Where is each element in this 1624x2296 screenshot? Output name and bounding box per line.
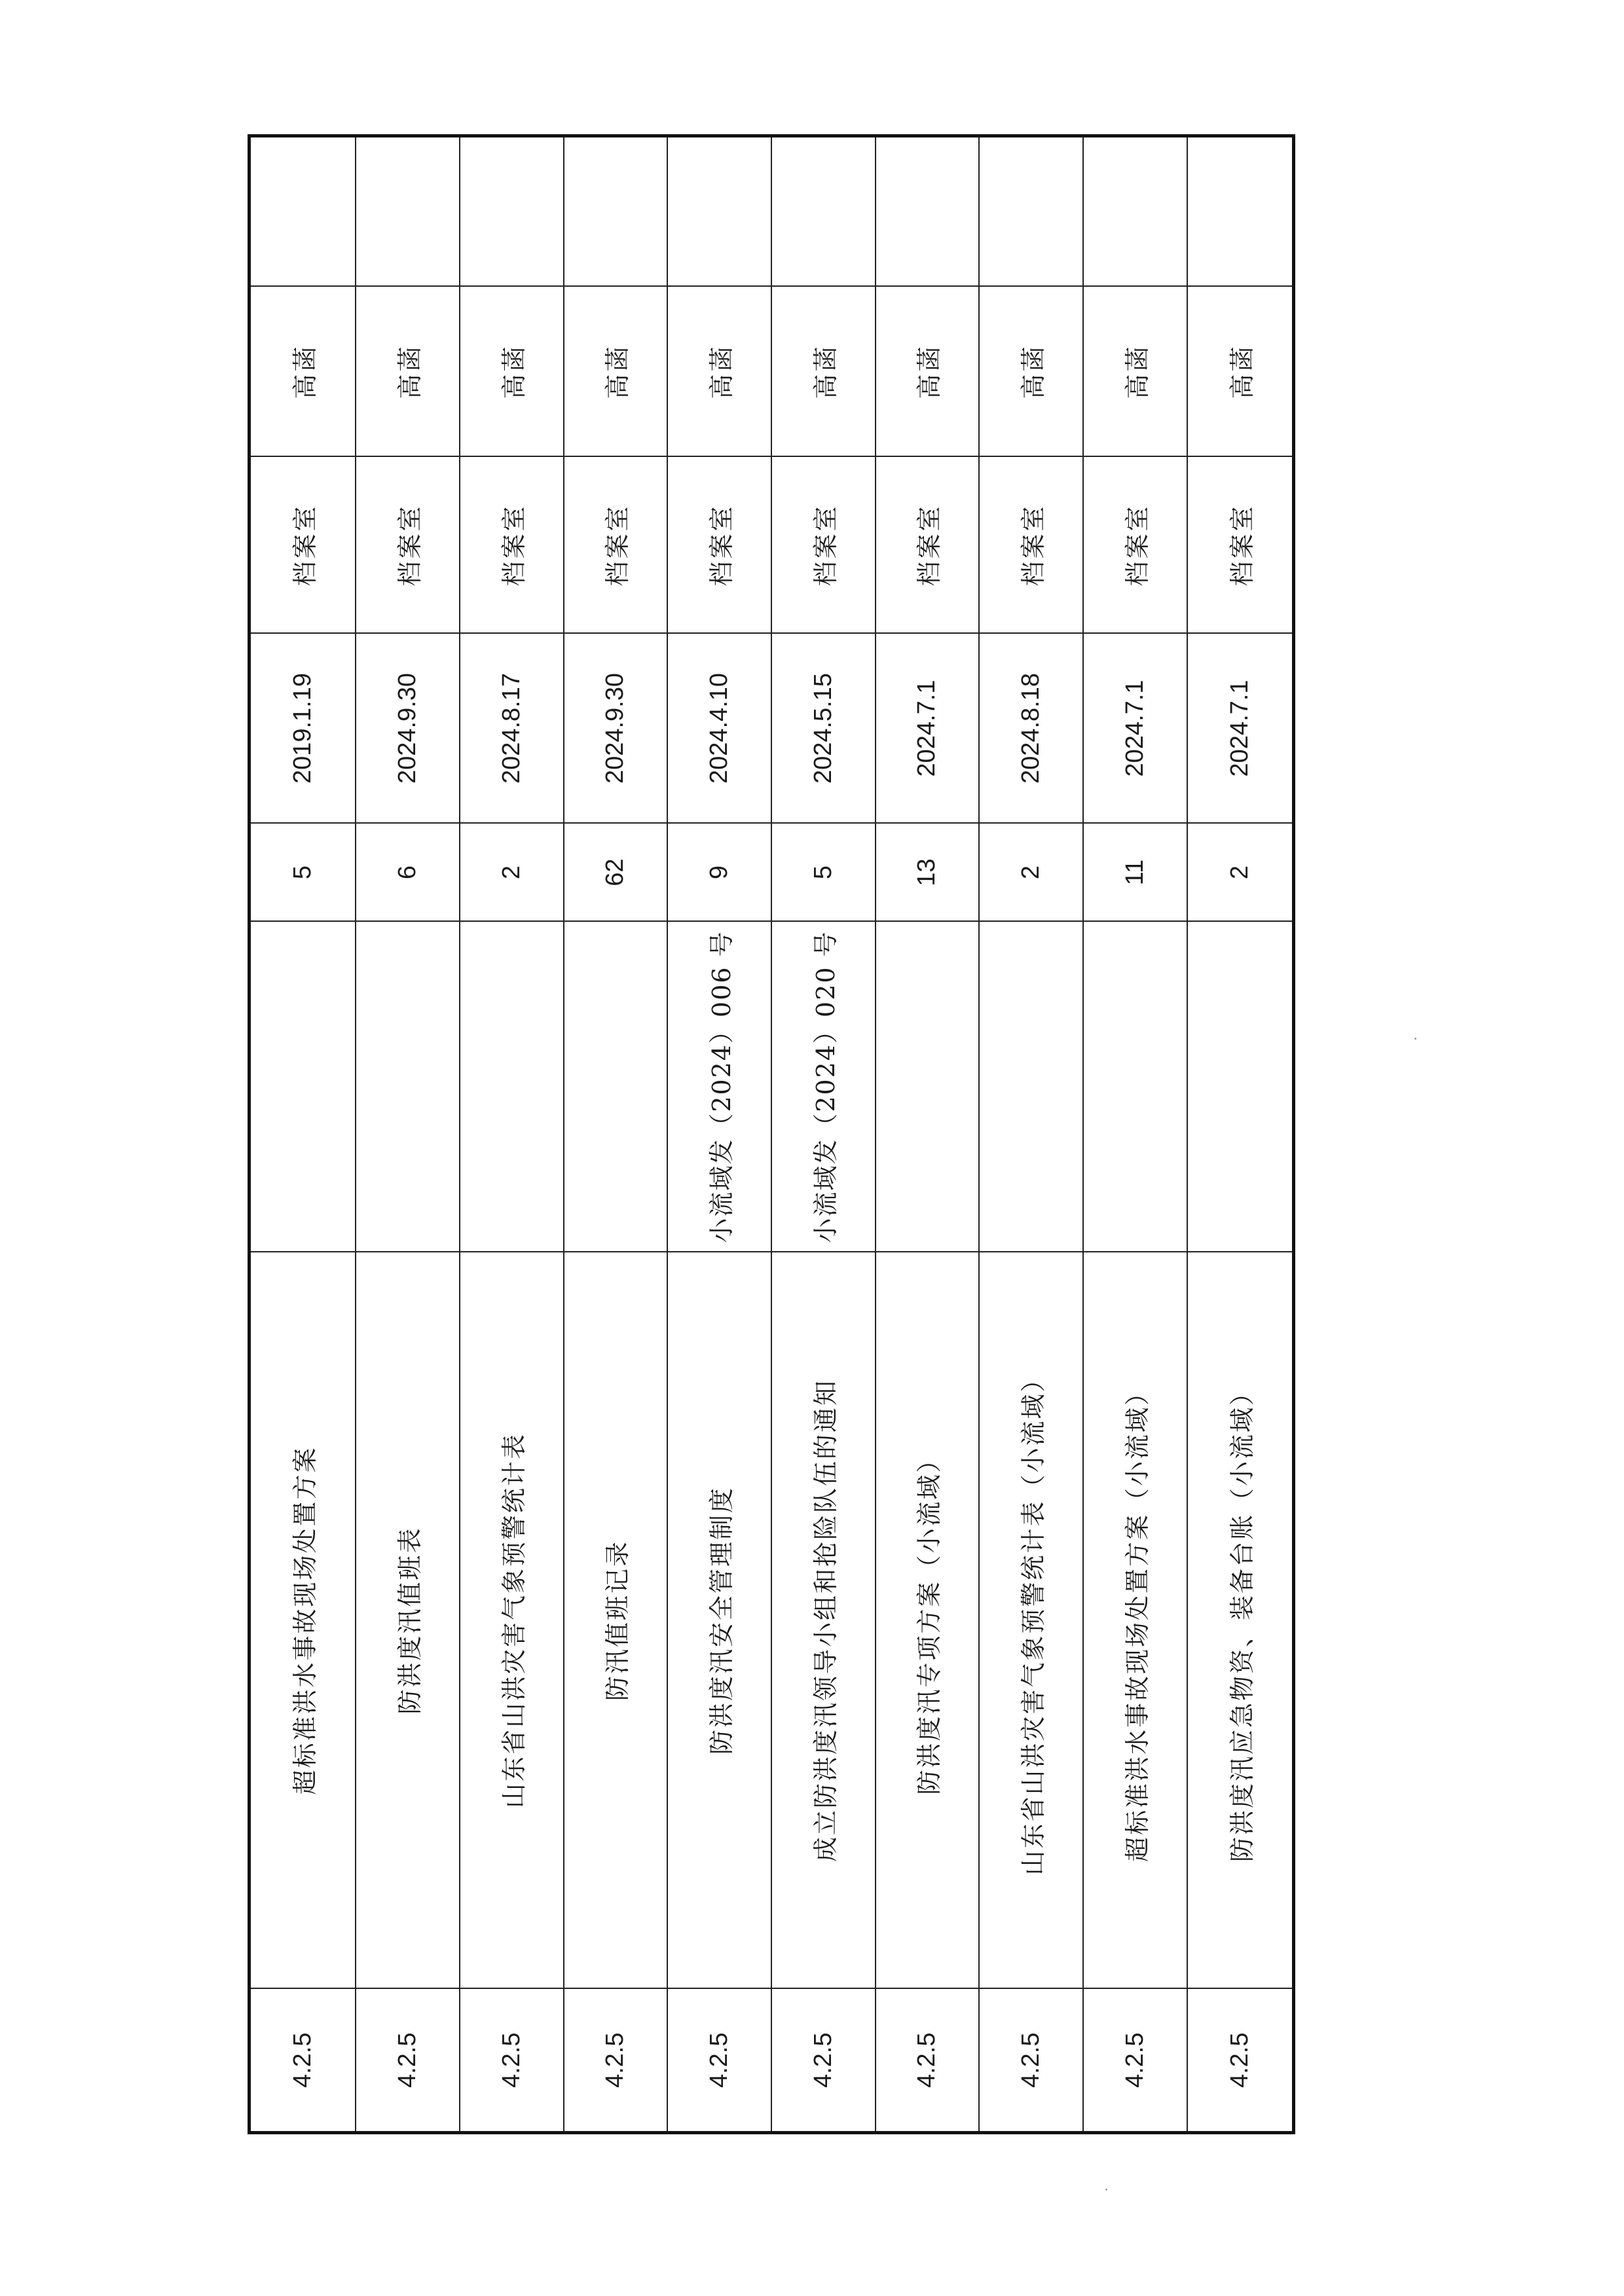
- cell-document-title: 超标准洪水事故现场处置方案（小流域）: [1083, 1252, 1187, 1989]
- cell-remarks: [979, 136, 1083, 287]
- cell-date: 2019.1.19: [249, 634, 356, 824]
- cell-document-number: 小流域发（2024）006 号: [667, 922, 771, 1252]
- table-row: [667, 136, 771, 2133]
- cell-storage-location: 档案室: [667, 457, 771, 634]
- cell-custodian: 高菡: [667, 287, 771, 457]
- cell-custodian: 高菡: [1187, 287, 1294, 457]
- cell-storage-location: 档案室: [771, 457, 876, 634]
- cell-custodian: 高菡: [356, 287, 460, 457]
- cell-custodian: 高菡: [1083, 287, 1187, 457]
- cell-clause-code: 4.2.5: [979, 1989, 1083, 2133]
- cell-custodian: 高菡: [249, 287, 356, 457]
- table-row: [876, 136, 980, 2133]
- cell-remarks: [356, 136, 460, 287]
- cell-date: 2024.7.1: [876, 634, 980, 824]
- cell-document-number: [979, 922, 1083, 1252]
- cell-clause-code: 4.2.5: [249, 1989, 356, 2133]
- cell-document-number: 小流域发（2024）020 号: [771, 922, 876, 1252]
- cell-document-title: 山东省山洪灾害气象预警统计表: [460, 1252, 564, 1989]
- cell-document-title: 防汛值班记录: [564, 1252, 668, 1989]
- cell-page-count: 2: [460, 824, 564, 922]
- cell-document-number: [249, 922, 356, 1252]
- cell-page-count: 62: [564, 824, 668, 922]
- cell-document-title: 成立防洪度汛领导小组和抢险队伍的通知: [771, 1252, 876, 1989]
- cell-page-count: 5: [771, 824, 876, 922]
- cell-page-count: 5: [249, 824, 356, 922]
- scan-speck: [1414, 1038, 1416, 1040]
- cell-clause-code: 4.2.5: [1187, 1989, 1294, 2133]
- cell-page-count: 2: [1187, 824, 1294, 922]
- cell-storage-location: 档案室: [979, 457, 1083, 634]
- cell-page-count: 11: [1083, 824, 1187, 922]
- cell-date: 2024.5.15: [771, 634, 876, 824]
- cell-custodian: 高菡: [771, 287, 876, 457]
- rotated-table-wrapper: [248, 137, 1295, 2134]
- table-row: [979, 136, 1083, 2133]
- archive-index-table: [248, 134, 1295, 2134]
- table-row: [356, 136, 460, 2133]
- cell-date: 2024.8.17: [460, 634, 564, 824]
- table-row: [564, 136, 668, 2133]
- cell-date: 2024.7.1: [1083, 634, 1187, 824]
- cell-remarks: [667, 136, 771, 287]
- cell-remarks: [249, 136, 356, 287]
- cell-clause-code: 4.2.5: [460, 1989, 564, 2133]
- cell-clause-code: 4.2.5: [1083, 1989, 1187, 2133]
- table-row: [1187, 136, 1294, 2133]
- cell-custodian: 高菡: [564, 287, 668, 457]
- cell-date: 2024.8.18: [979, 634, 1083, 824]
- cell-date: 2024.4.10: [667, 634, 771, 824]
- table-row: [1083, 136, 1187, 2133]
- table-row: [249, 136, 356, 2133]
- cell-page-count: 9: [667, 824, 771, 922]
- cell-storage-location: 档案室: [1187, 457, 1294, 634]
- cell-custodian: 高菡: [876, 287, 980, 457]
- cell-clause-code: 4.2.5: [564, 1989, 668, 2133]
- cell-storage-location: 档案室: [564, 457, 668, 634]
- cell-document-title: 山东省山洪灾害气象预警统计表（小流域）: [979, 1252, 1083, 1989]
- cell-remarks: [1187, 136, 1294, 287]
- table-body: [249, 136, 1294, 2133]
- table-row: [771, 136, 876, 2133]
- cell-page-count: 2: [979, 824, 1083, 922]
- cell-clause-code: 4.2.5: [356, 1989, 460, 2133]
- cell-page-count: 6: [356, 824, 460, 922]
- cell-custodian: 高菡: [460, 287, 564, 457]
- cell-document-title: 超标准洪水事故现场处置方案: [249, 1252, 356, 1989]
- cell-date: 2024.9.30: [356, 634, 460, 824]
- cell-storage-location: 档案室: [1083, 457, 1187, 634]
- cell-document-title: 防洪度汛安全管理制度: [667, 1252, 771, 1989]
- cell-remarks: [771, 136, 876, 287]
- scan-speck: [1105, 2189, 1107, 2191]
- cell-document-title: 防洪度汛值班表: [356, 1252, 460, 1989]
- cell-remarks: [564, 136, 668, 287]
- cell-storage-location: 档案室: [876, 457, 980, 634]
- cell-storage-location: 档案室: [460, 457, 564, 634]
- cell-document-number: [1187, 922, 1294, 1252]
- cell-page-count: 13: [876, 824, 980, 922]
- cell-storage-location: 档案室: [356, 457, 460, 634]
- cell-remarks: [1083, 136, 1187, 287]
- cell-document-number: [564, 922, 668, 1252]
- cell-remarks: [876, 136, 980, 287]
- table-row: [460, 136, 564, 2133]
- cell-clause-code: 4.2.5: [667, 1989, 771, 2133]
- cell-document-title: 防洪度汛专项方案（小流域）: [876, 1252, 980, 1989]
- cell-custodian: 高菡: [979, 287, 1083, 457]
- cell-document-number: [460, 922, 564, 1252]
- cell-date: 2024.9.30: [564, 634, 668, 824]
- cell-document-number: [1083, 922, 1187, 1252]
- cell-document-title: 防洪度汛应急物资、装备台账（小流域）: [1187, 1252, 1294, 1989]
- cell-storage-location: 档案室: [249, 457, 356, 634]
- cell-document-number: [876, 922, 980, 1252]
- cell-document-number: [356, 922, 460, 1252]
- cell-remarks: [460, 136, 564, 287]
- cell-clause-code: 4.2.5: [876, 1989, 980, 2133]
- cell-date: 2024.7.1: [1187, 634, 1294, 824]
- cell-clause-code: 4.2.5: [771, 1989, 876, 2133]
